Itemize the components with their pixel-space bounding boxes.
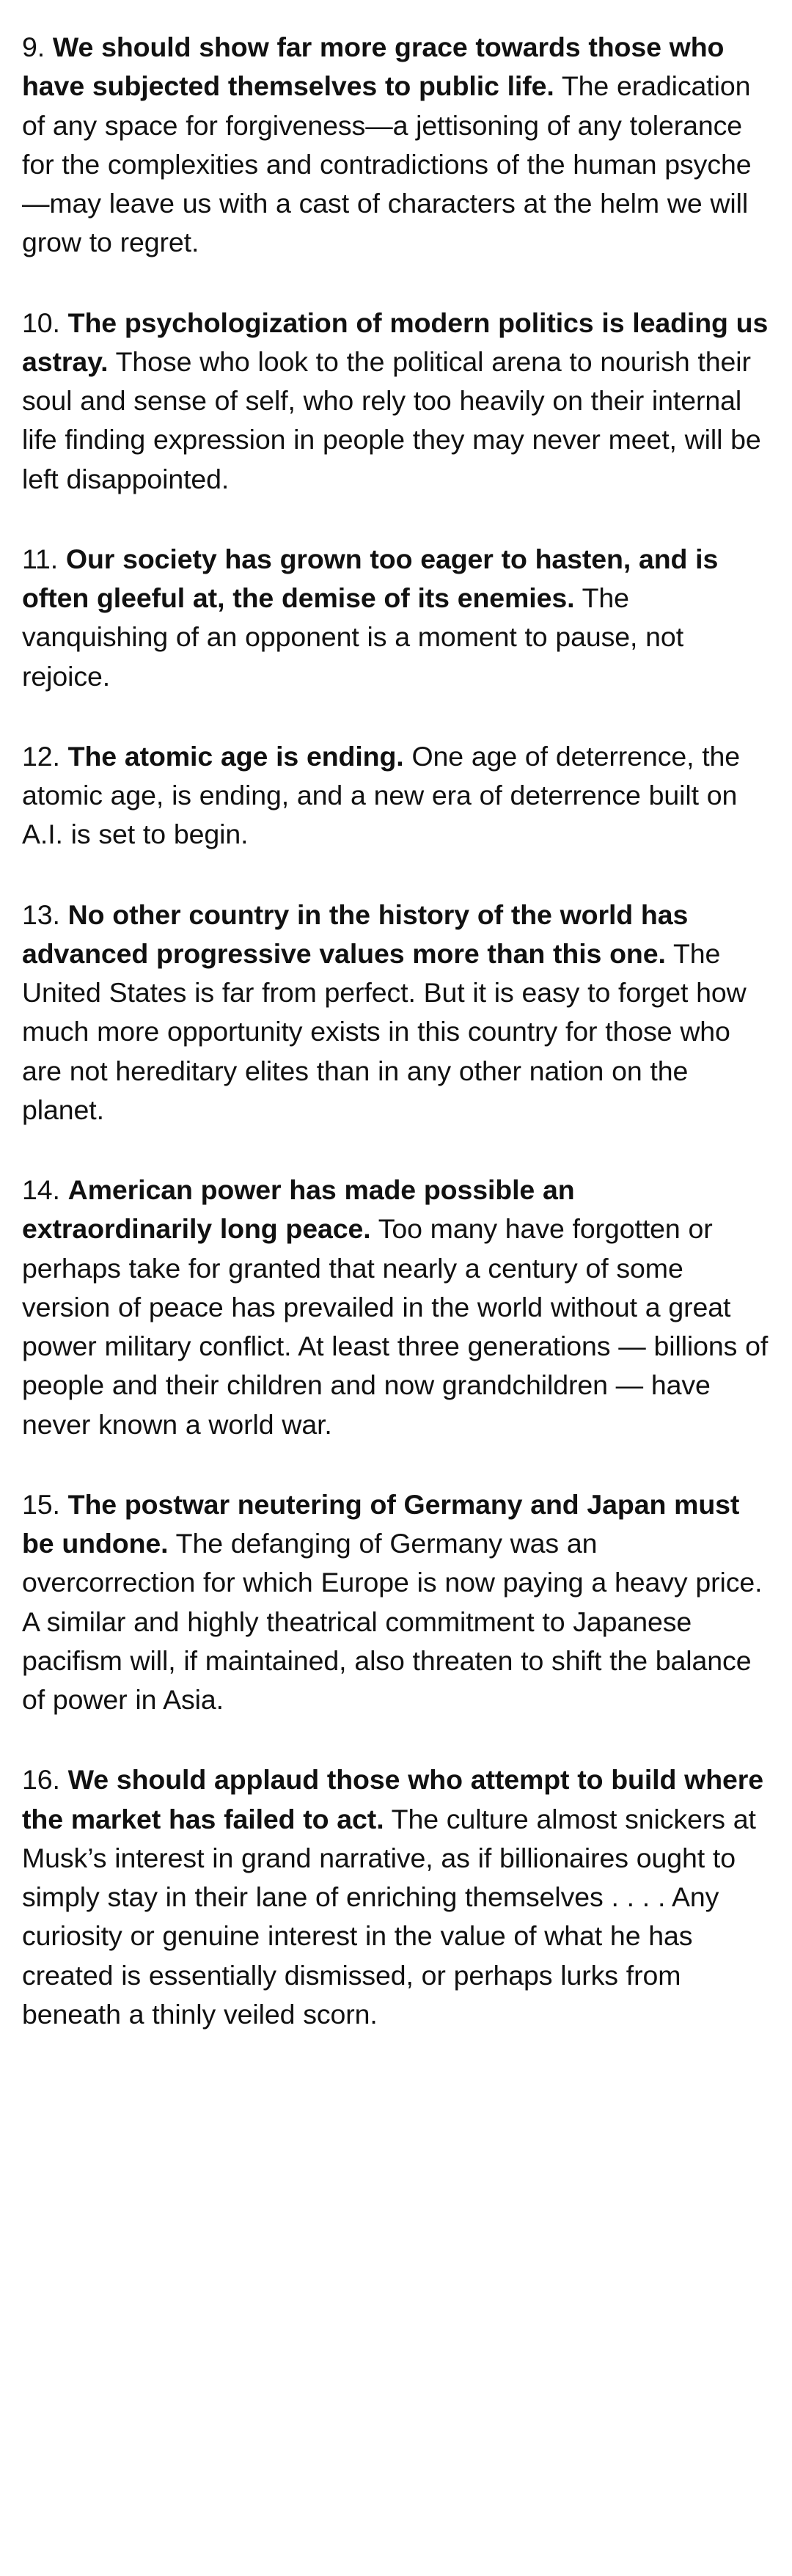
item-lead: Our society has grown too eager to hasten, and is often gleeful at, the demise of its enemies. (22, 543, 719, 613)
item-number: 14. (22, 1174, 60, 1205)
item-lead: The atomic age is ending. (67, 740, 404, 772)
item-lead: We should applaud those who attempt to build where the market has failed to act. (22, 1764, 764, 1834)
item-number: 16. (22, 1764, 60, 1796)
item-lead: American power has made possible an extraordinarily long peace. (22, 1174, 575, 1245)
paragraph (22, 304, 770, 499)
item-lead: The postwar neutering of Germany and Japan must be undone. (22, 1488, 740, 1559)
item-body: One age of deterrence, the atomic age, is ending, and a new era of deterrence built on A.I. is set to begin. (22, 740, 741, 850)
paragraph (22, 1171, 770, 1444)
paragraph (22, 737, 770, 855)
paragraph (22, 1760, 770, 2034)
list-item (22, 540, 770, 696)
item-body: The defanging of Germany was an overcorrection for which Europe is now paying a heavy price. A similar and highly theatrical commitment to Japanese pacifism will, if maintained, also threaten to shift the balance of power in Asia. (22, 1528, 763, 1715)
paragraph (22, 28, 770, 263)
item-lead: We should show far more grace towards those who have subjected themselves to public life. (22, 32, 725, 102)
list-item (22, 1485, 770, 1720)
item-body: The United States is far from perfect. But it is easy to forget how much more opportunity exists in this country for those who are not hereditary elites than in any other nation on the planet. (22, 937, 747, 1125)
item-number: 12. (22, 740, 60, 772)
item-body: The culture almost snickers at Musk’s interest in grand narrative, as if billionaires ought to simply stay in their lane of enriching themselves . . . . Any curiosity or genuine interest in the value of what he has created is essentially dismissed, or perhaps lurks from beneath a thinly veiled scorn. (22, 1803, 756, 2030)
item-body: The eradication of any space for forgiveness—a jettisoning of any tolerance for the complexities and contradictions of the human psyche—may leave us with a cast of characters at the helm we will grow to regret. (22, 70, 752, 258)
item-lead: No other country in the history of the world has advanced progressive values more than this one. (22, 899, 689, 969)
list-item (22, 28, 770, 263)
item-number: 10. (22, 307, 60, 338)
paragraph (22, 896, 770, 1130)
list-item (22, 1171, 770, 1444)
item-number: 9. (22, 32, 45, 62)
list-item (22, 896, 770, 1130)
list-item (22, 737, 770, 855)
paragraph (22, 1485, 770, 1720)
paragraph (22, 540, 770, 696)
item-body: The vanquishing of an opponent is a moment to pause, not rejoice. (22, 582, 684, 692)
item-lead: The psychologization of modern politics is leading us astray. (22, 307, 769, 377)
item-number: 11. (22, 543, 59, 574)
item-number: 15. (22, 1488, 60, 1520)
item-body: Those who look to the political arena to nourish their soul and sense of self, who rely too heavily on their internal life finding expression in people they may never meet, will be left disappointed. (22, 345, 761, 494)
item-body: Too many have forgotten or perhaps take for granted that nearly a century of some version of peace has prevailed in the world without a great power military conflict. At least three generations — billions of people and their children and now grandchildren — have never known a world war. (22, 1213, 769, 1440)
item-number: 13. (22, 899, 60, 930)
list-item (22, 304, 770, 499)
list-item (22, 1760, 770, 2034)
